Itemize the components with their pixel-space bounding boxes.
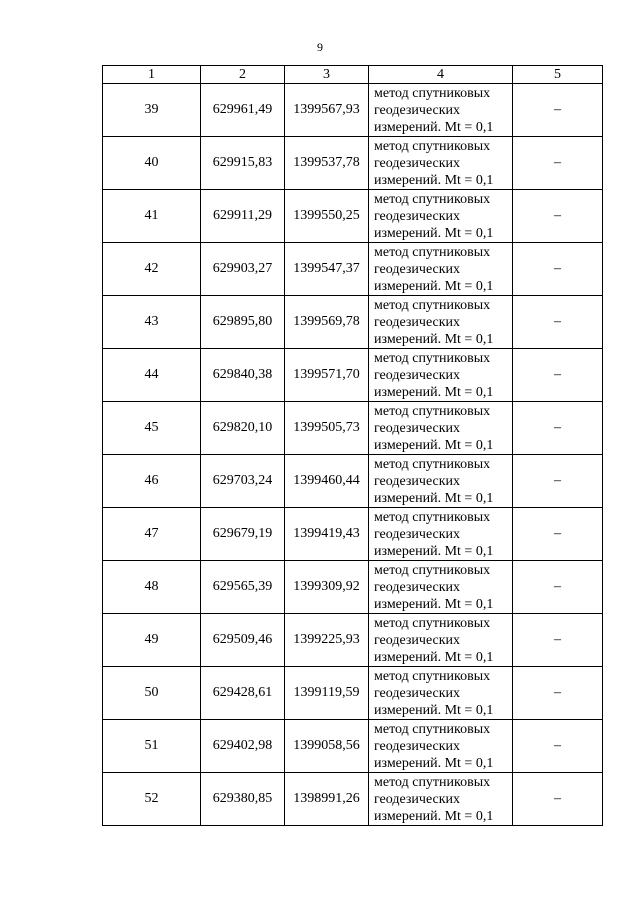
method-cell: метод спутниковых геодезических измерений. Mt = 0,1 (369, 84, 513, 137)
x-coordinate-cell: 629895,80 (201, 296, 285, 349)
method-cell: метод спутниковых геодезических измерений. Mt = 0,1 (369, 455, 513, 508)
point-number-cell: 43 (103, 296, 201, 349)
point-number-cell: 52 (103, 773, 201, 826)
note-cell: – (513, 455, 603, 508)
note-cell: – (513, 349, 603, 402)
point-number-cell: 48 (103, 561, 201, 614)
x-coordinate-cell: 629961,49 (201, 84, 285, 137)
point-number-cell: 49 (103, 614, 201, 667)
table-row (103, 508, 603, 561)
note-cell: – (513, 402, 603, 455)
y-coordinate-cell: 1398991,26 (285, 773, 369, 826)
note-cell: – (513, 561, 603, 614)
method-cell: метод спутниковых геодезических измерений. Mt = 0,1 (369, 296, 513, 349)
x-coordinate-cell: 629380,85 (201, 773, 285, 826)
x-coordinate-cell: 629565,39 (201, 561, 285, 614)
method-cell: метод спутниковых геодезических измерений. Mt = 0,1 (369, 402, 513, 455)
method-cell: метод спутниковых геодезических измерений. Mt = 0,1 (369, 349, 513, 402)
note-cell: – (513, 614, 603, 667)
note-cell: – (513, 720, 603, 773)
x-coordinate-cell: 629911,29 (201, 190, 285, 243)
x-coordinate-cell: 629915,83 (201, 137, 285, 190)
x-coordinate-cell: 629402,98 (201, 720, 285, 773)
y-coordinate-cell: 1399225,93 (285, 614, 369, 667)
method-cell: метод спутниковых геодезических измерений. Mt = 0,1 (369, 561, 513, 614)
point-number-cell: 39 (103, 84, 201, 137)
note-cell: – (513, 296, 603, 349)
point-number-cell: 41 (103, 190, 201, 243)
table-row (103, 667, 603, 720)
point-number-cell: 42 (103, 243, 201, 296)
table-row (103, 402, 603, 455)
table-row (103, 455, 603, 508)
method-cell: метод спутниковых геодезических измерений. Mt = 0,1 (369, 190, 513, 243)
table-row (103, 243, 603, 296)
y-coordinate-cell: 1399569,78 (285, 296, 369, 349)
table-row (103, 296, 603, 349)
note-cell: – (513, 137, 603, 190)
table-row (103, 773, 603, 826)
y-coordinate-cell: 1399309,92 (285, 561, 369, 614)
note-cell: – (513, 508, 603, 561)
table-row (103, 561, 603, 614)
x-coordinate-cell: 629840,38 (201, 349, 285, 402)
method-cell: метод спутниковых геодезических измерений. Mt = 0,1 (369, 508, 513, 561)
y-coordinate-cell: 1399460,44 (285, 455, 369, 508)
header-cell-3: 3 (285, 66, 369, 84)
table-row (103, 349, 603, 402)
note-cell: – (513, 84, 603, 137)
point-number-cell: 40 (103, 137, 201, 190)
x-coordinate-cell: 629820,10 (201, 402, 285, 455)
y-coordinate-cell: 1399537,78 (285, 137, 369, 190)
point-number-cell: 47 (103, 508, 201, 561)
header-cell-4: 4 (369, 66, 513, 84)
y-coordinate-cell: 1399119,59 (285, 667, 369, 720)
method-cell: метод спутниковых геодезических измерений. Mt = 0,1 (369, 137, 513, 190)
method-cell: метод спутниковых геодезических измерений. Mt = 0,1 (369, 614, 513, 667)
method-cell: метод спутниковых геодезических измерений. Mt = 0,1 (369, 667, 513, 720)
point-number-cell: 44 (103, 349, 201, 402)
y-coordinate-cell: 1399571,70 (285, 349, 369, 402)
x-coordinate-cell: 629679,19 (201, 508, 285, 561)
page-number: 9 (317, 40, 323, 54)
method-cell: метод спутниковых геодезических измерений. Mt = 0,1 (369, 773, 513, 826)
table-row (103, 137, 603, 190)
x-coordinate-cell: 629903,27 (201, 243, 285, 296)
point-number-cell: 51 (103, 720, 201, 773)
y-coordinate-cell: 1399550,25 (285, 190, 369, 243)
point-number-cell: 46 (103, 455, 201, 508)
y-coordinate-cell: 1399505,73 (285, 402, 369, 455)
y-coordinate-cell: 1399547,37 (285, 243, 369, 296)
method-cell: метод спутниковых геодезических измерений. Mt = 0,1 (369, 720, 513, 773)
table-row (103, 84, 603, 137)
x-coordinate-cell: 629703,24 (201, 455, 285, 508)
y-coordinate-cell: 1399419,43 (285, 508, 369, 561)
table-row (103, 720, 603, 773)
note-cell: – (513, 243, 603, 296)
point-number-cell: 50 (103, 667, 201, 720)
y-coordinate-cell: 1399058,56 (285, 720, 369, 773)
x-coordinate-cell: 629509,46 (201, 614, 285, 667)
header-cell-1: 1 (103, 66, 201, 84)
header-row (103, 66, 603, 84)
table-row (103, 190, 603, 243)
table-row (103, 614, 603, 667)
point-number-cell: 45 (103, 402, 201, 455)
x-coordinate-cell: 629428,61 (201, 667, 285, 720)
header-cell-2: 2 (201, 66, 285, 84)
note-cell: – (513, 667, 603, 720)
coordinates-table (102, 65, 603, 826)
header-cell-5: 5 (513, 66, 603, 84)
note-cell: – (513, 773, 603, 826)
note-cell: – (513, 190, 603, 243)
y-coordinate-cell: 1399567,93 (285, 84, 369, 137)
method-cell: метод спутниковых геодезических измерений. Mt = 0,1 (369, 243, 513, 296)
